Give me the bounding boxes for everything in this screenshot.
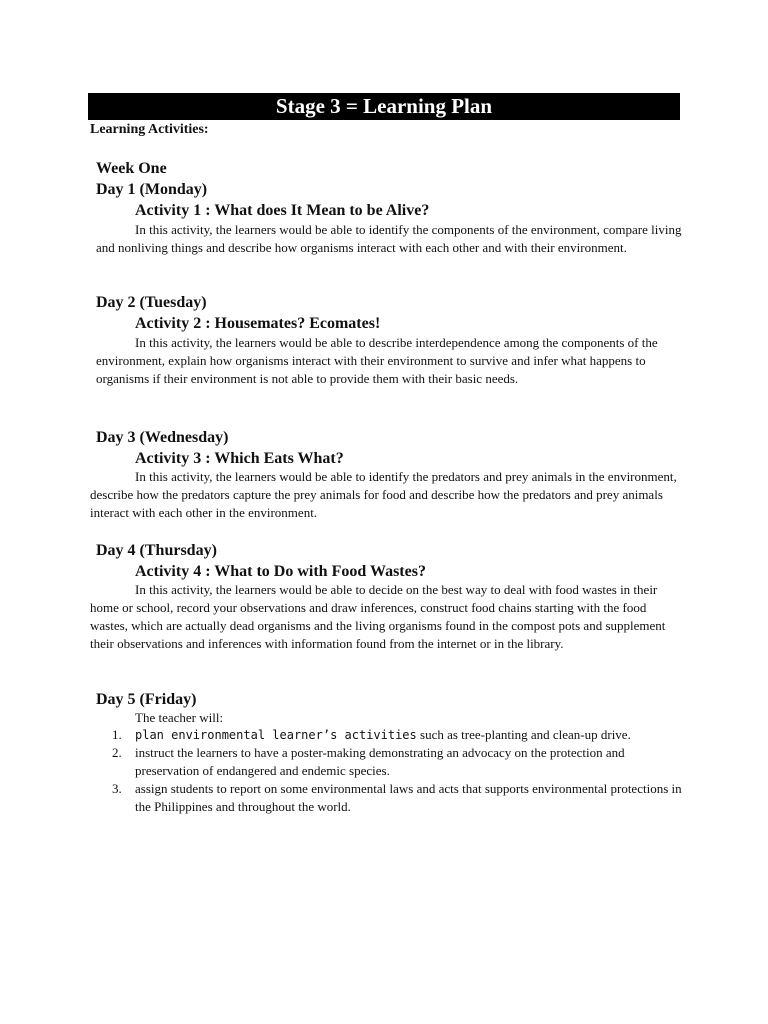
day-5-heading: Day 5 (Friday) [96, 691, 197, 708]
activity-2-title: Activity 2 : Housemates? Ecomates! [135, 315, 381, 332]
activity-3-title: Activity 3 : Which Eats What? [135, 450, 344, 467]
list-number: 3. [112, 781, 122, 796]
page-title: Stage 3 = Learning Plan [88, 93, 680, 120]
teacher-task-list [112, 726, 684, 816]
activity-4-description: In this activity, the learners would be able to decide on the best way to deal with food wastes in their home or school, record your observations and draw inferences, construct food chains starting with the food wastes, which are actually dead organisms and the living organisms found in the compost pots and supplement their observations and inferences with information found from the internet or in the library. [90, 582, 666, 651]
day-3-heading: Day 3 (Wednesday) [96, 429, 229, 446]
list-text-mono: plan environmental learner’s activities [135, 728, 417, 742]
list-text: such as tree-planting and clean-up drive. [416, 727, 631, 742]
list-item [112, 726, 684, 744]
day-4-heading: Day 4 (Thursday) [96, 542, 217, 559]
week-heading: Week One [96, 160, 167, 177]
list-item [112, 744, 684, 780]
list-text: assign students to report on some environmental laws and acts that supports environmental protections in the Philippines and throughout the world. [135, 781, 682, 814]
activity-1-title: Activity 1 : What does It Mean to be Alive? [135, 202, 430, 219]
day-1-heading: Day 1 (Monday) [96, 181, 208, 198]
day-2-heading: Day 2 (Tuesday) [96, 294, 207, 311]
activity-4-title: Activity 4 : What to Do with Food Wastes? [135, 563, 426, 580]
list-text: instruct the learners to have a poster-making demonstrating an advocacy on the protection and preservation of endangered and endemic species. [135, 745, 625, 778]
list-number: 1. [112, 727, 122, 742]
activity-1-description: In this activity, the learners would be able to identify the components of the environment, compare living and nonliving things and describe how organisms interact with each other and with their environment. [96, 222, 682, 255]
teacher-intro: The teacher will: [135, 710, 224, 725]
list-item [112, 780, 684, 816]
activity-3-description: In this activity, the learners would be able to identify the predators and prey animals in the environment, describe how the predators capture the prey animals for food and describe how the predators and prey animals interact with each other in the environment. [90, 469, 677, 520]
section-label: Learning Activities: [90, 122, 209, 137]
list-number: 2. [112, 745, 122, 760]
activity-2-description: In this activity, the learners would be able to describe interdependence among the components of the environment, explain how organisms interact with their environment to survive and infer what happens to organisms if their environment is not able to provide them with their basic needs. [96, 335, 658, 386]
